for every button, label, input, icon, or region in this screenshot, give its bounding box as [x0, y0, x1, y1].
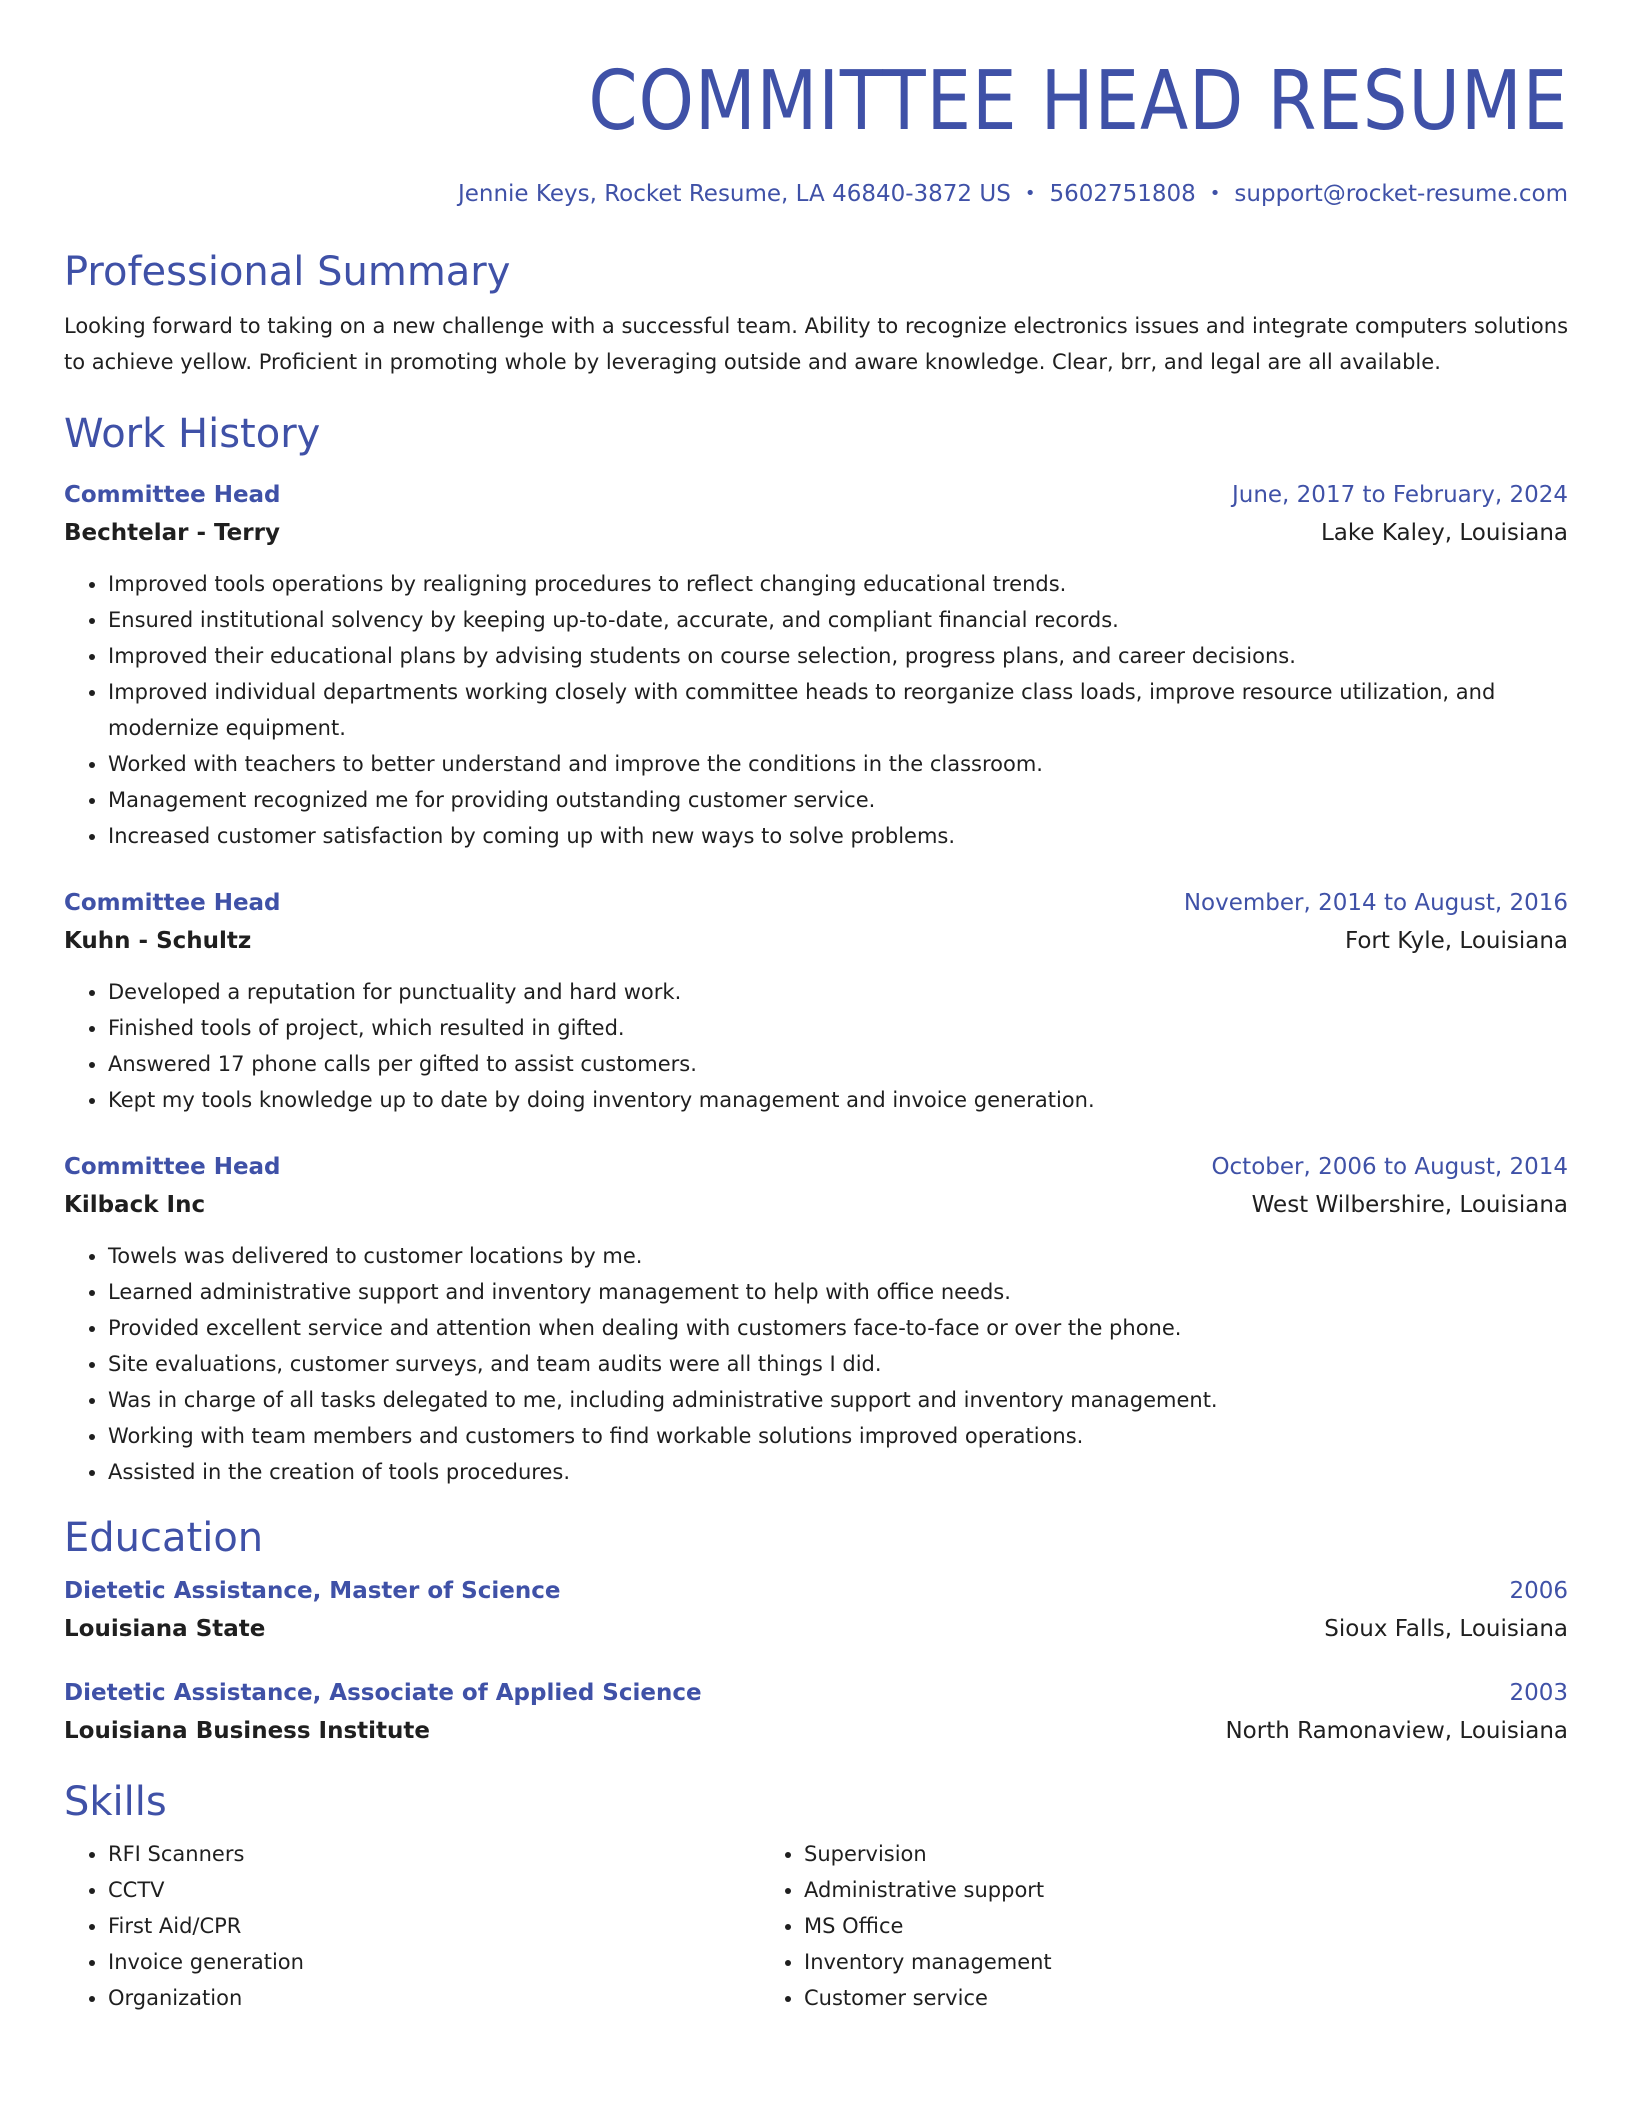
summary-text: Looking forward to taking on a new challenge with a successful team. Ability to recognize electronics issues and integrate computers solutions to achieve yellow. Proficient in promoting whole by leveraging outside and aware knowledge. Clear, brr, and legal are all available. — [64, 314, 1569, 374]
education-year: 2006 — [1509, 1578, 1568, 1604]
job-bullet: • Finished tools of project, which resulted in gifted. — [108, 1010, 1568, 1046]
job-header-row — [64, 476, 1568, 514]
skills-section — [64, 1778, 1568, 2016]
job-dates: October, 2006 to August, 2014 — [1211, 1154, 1568, 1180]
skill-item: • Customer service — [804, 1980, 1456, 2016]
contact-separator: • — [1024, 183, 1036, 204]
job-bullet: • Site evaluations, customer surveys, and team audits were all things I did. — [108, 1346, 1568, 1382]
job-bullet: • Working with team members and customers to find workable solutions improved operations. — [108, 1418, 1568, 1454]
education-section — [64, 1514, 1568, 1750]
job-bullet: • Assisted in the creation of tools procedures. — [108, 1454, 1568, 1490]
skill-item: • Organization — [108, 1980, 760, 2016]
job-title: Committee Head — [64, 890, 281, 916]
job-company: Kuhn - Schultz — [64, 928, 252, 954]
contact-separator: • — [1209, 183, 1221, 204]
job-location: West Wilbershire, Louisiana — [1251, 1192, 1568, 1218]
job-location: Lake Kaley, Louisiana — [1320, 520, 1568, 546]
skill-item: • Invoice generation — [108, 1944, 760, 1980]
job-bullet: • Kept my tools knowledge up to date by doing inventory management and invoice generation. — [108, 1082, 1568, 1118]
job-title: Committee Head — [64, 482, 281, 508]
job-header-row — [64, 1148, 1568, 1186]
skill-item: • MS Office — [804, 1908, 1456, 1944]
skill-item: • Inventory management — [804, 1944, 1456, 1980]
job-location: Fort Kyle, Louisiana — [1344, 928, 1568, 954]
education-location: North Ramonaview, Louisiana — [1225, 1718, 1568, 1744]
education-list — [64, 1572, 1568, 1750]
job-company: Bechtelar - Terry — [64, 520, 280, 546]
contact-address: Jennie Keys, Rocket Resume, LA 46840-3872 US — [457, 181, 1011, 207]
job-title: Committee Head — [64, 1154, 281, 1180]
education-header-row — [64, 1674, 1568, 1712]
job-bullet-list — [64, 974, 1568, 1118]
job-list — [64, 476, 1568, 1490]
job-company-row — [64, 1186, 1568, 1224]
skills-heading: Skills — [64, 1779, 167, 1825]
job-company-row — [64, 514, 1568, 552]
education-entry — [64, 1572, 1568, 1648]
summary-heading: Professional Summary — [64, 249, 511, 295]
education-heading: Education — [64, 1515, 264, 1561]
contact-phone: 5602751808 — [1049, 181, 1196, 207]
job-bullet: • Ensured institutional solvency by keeping up-to-date, accurate, and compliant financial records. — [108, 602, 1568, 638]
job-bullet-list — [64, 1238, 1568, 1490]
education-entry — [64, 1674, 1568, 1750]
job-bullet: • Improved tools operations by realigning procedures to reflect changing educational trends. — [108, 566, 1568, 602]
summary-section — [64, 248, 1568, 380]
job-dates: June, 2017 to February, 2024 — [1231, 482, 1568, 508]
skill-item: • RFI Scanners — [108, 1836, 760, 1872]
resume-page — [64, 0, 1568, 2016]
contact-line — [64, 178, 1568, 210]
job-header-row — [64, 884, 1568, 922]
skills-list-right — [760, 1836, 1456, 2016]
education-school-row — [64, 1610, 1568, 1648]
skills-columns — [64, 1836, 1568, 2016]
education-header-row — [64, 1572, 1568, 1610]
job-bullet: • Towels was delivered to customer locations by me. — [108, 1238, 1568, 1274]
skill-item: • Supervision — [804, 1836, 1456, 1872]
job-bullet: • Learned administrative support and inventory management to help with office needs. — [108, 1274, 1568, 1310]
education-year: 2003 — [1509, 1680, 1568, 1706]
contact-email[interactable]: support@rocket-resume.com — [1234, 181, 1568, 207]
education-school: Louisiana State — [64, 1616, 266, 1642]
job-bullet: • Improved their educational plans by advising students on course selection, progress plans, and career decisions. — [108, 638, 1568, 674]
job-bullet: • Management recognized me for providing outstanding customer service. — [108, 782, 1568, 818]
job-bullet: • Provided excellent service and attention when dealing with customers face-to-face or over the phone. — [108, 1310, 1568, 1346]
job-dates: November, 2014 to August, 2016 — [1183, 890, 1568, 916]
work-history-section — [64, 410, 1568, 1490]
skill-item: • Administrative support — [804, 1872, 1456, 1908]
job-bullet: • Answered 17 phone calls per gifted to assist customers. — [108, 1046, 1568, 1082]
job-bullet: • Increased customer satisfaction by coming up with new ways to solve problems. — [108, 818, 1568, 854]
resume-title: COMMITTEE HEAD RESUME — [588, 54, 1568, 149]
education-location: Sioux Falls, Louisiana — [1324, 1616, 1568, 1642]
education-school: Louisiana Business Institute — [64, 1718, 431, 1744]
education-school-row — [64, 1712, 1568, 1750]
job-bullet-list — [64, 566, 1568, 854]
education-degree: Dietetic Assistance, Master of Science — [64, 1578, 561, 1604]
skill-item: • CCTV — [108, 1872, 760, 1908]
job-bullet: • Developed a reputation for punctuality and hard work. — [108, 974, 1568, 1010]
skill-item: • First Aid/CPR — [108, 1908, 760, 1944]
job-bullet: • Worked with teachers to better understand and improve the conditions in the classroom. — [108, 746, 1568, 782]
work-history-heading: Work History — [64, 411, 321, 457]
job-company: Kilback Inc — [64, 1192, 206, 1218]
job-bullet: • Was in charge of all tasks delegated to me, including administrative support and inventory management. — [108, 1382, 1568, 1418]
job-entry — [64, 1148, 1568, 1490]
job-entry — [64, 476, 1568, 854]
education-degree: Dietetic Assistance, Associate of Applied Science — [64, 1680, 702, 1706]
job-bullet: • Improved individual departments working closely with committee heads to reorganize class loads, improve resource utilization, and modernize equipment. — [108, 674, 1568, 746]
job-entry — [64, 884, 1568, 1118]
job-company-row — [64, 922, 1568, 960]
skills-list-left — [64, 1836, 760, 2016]
